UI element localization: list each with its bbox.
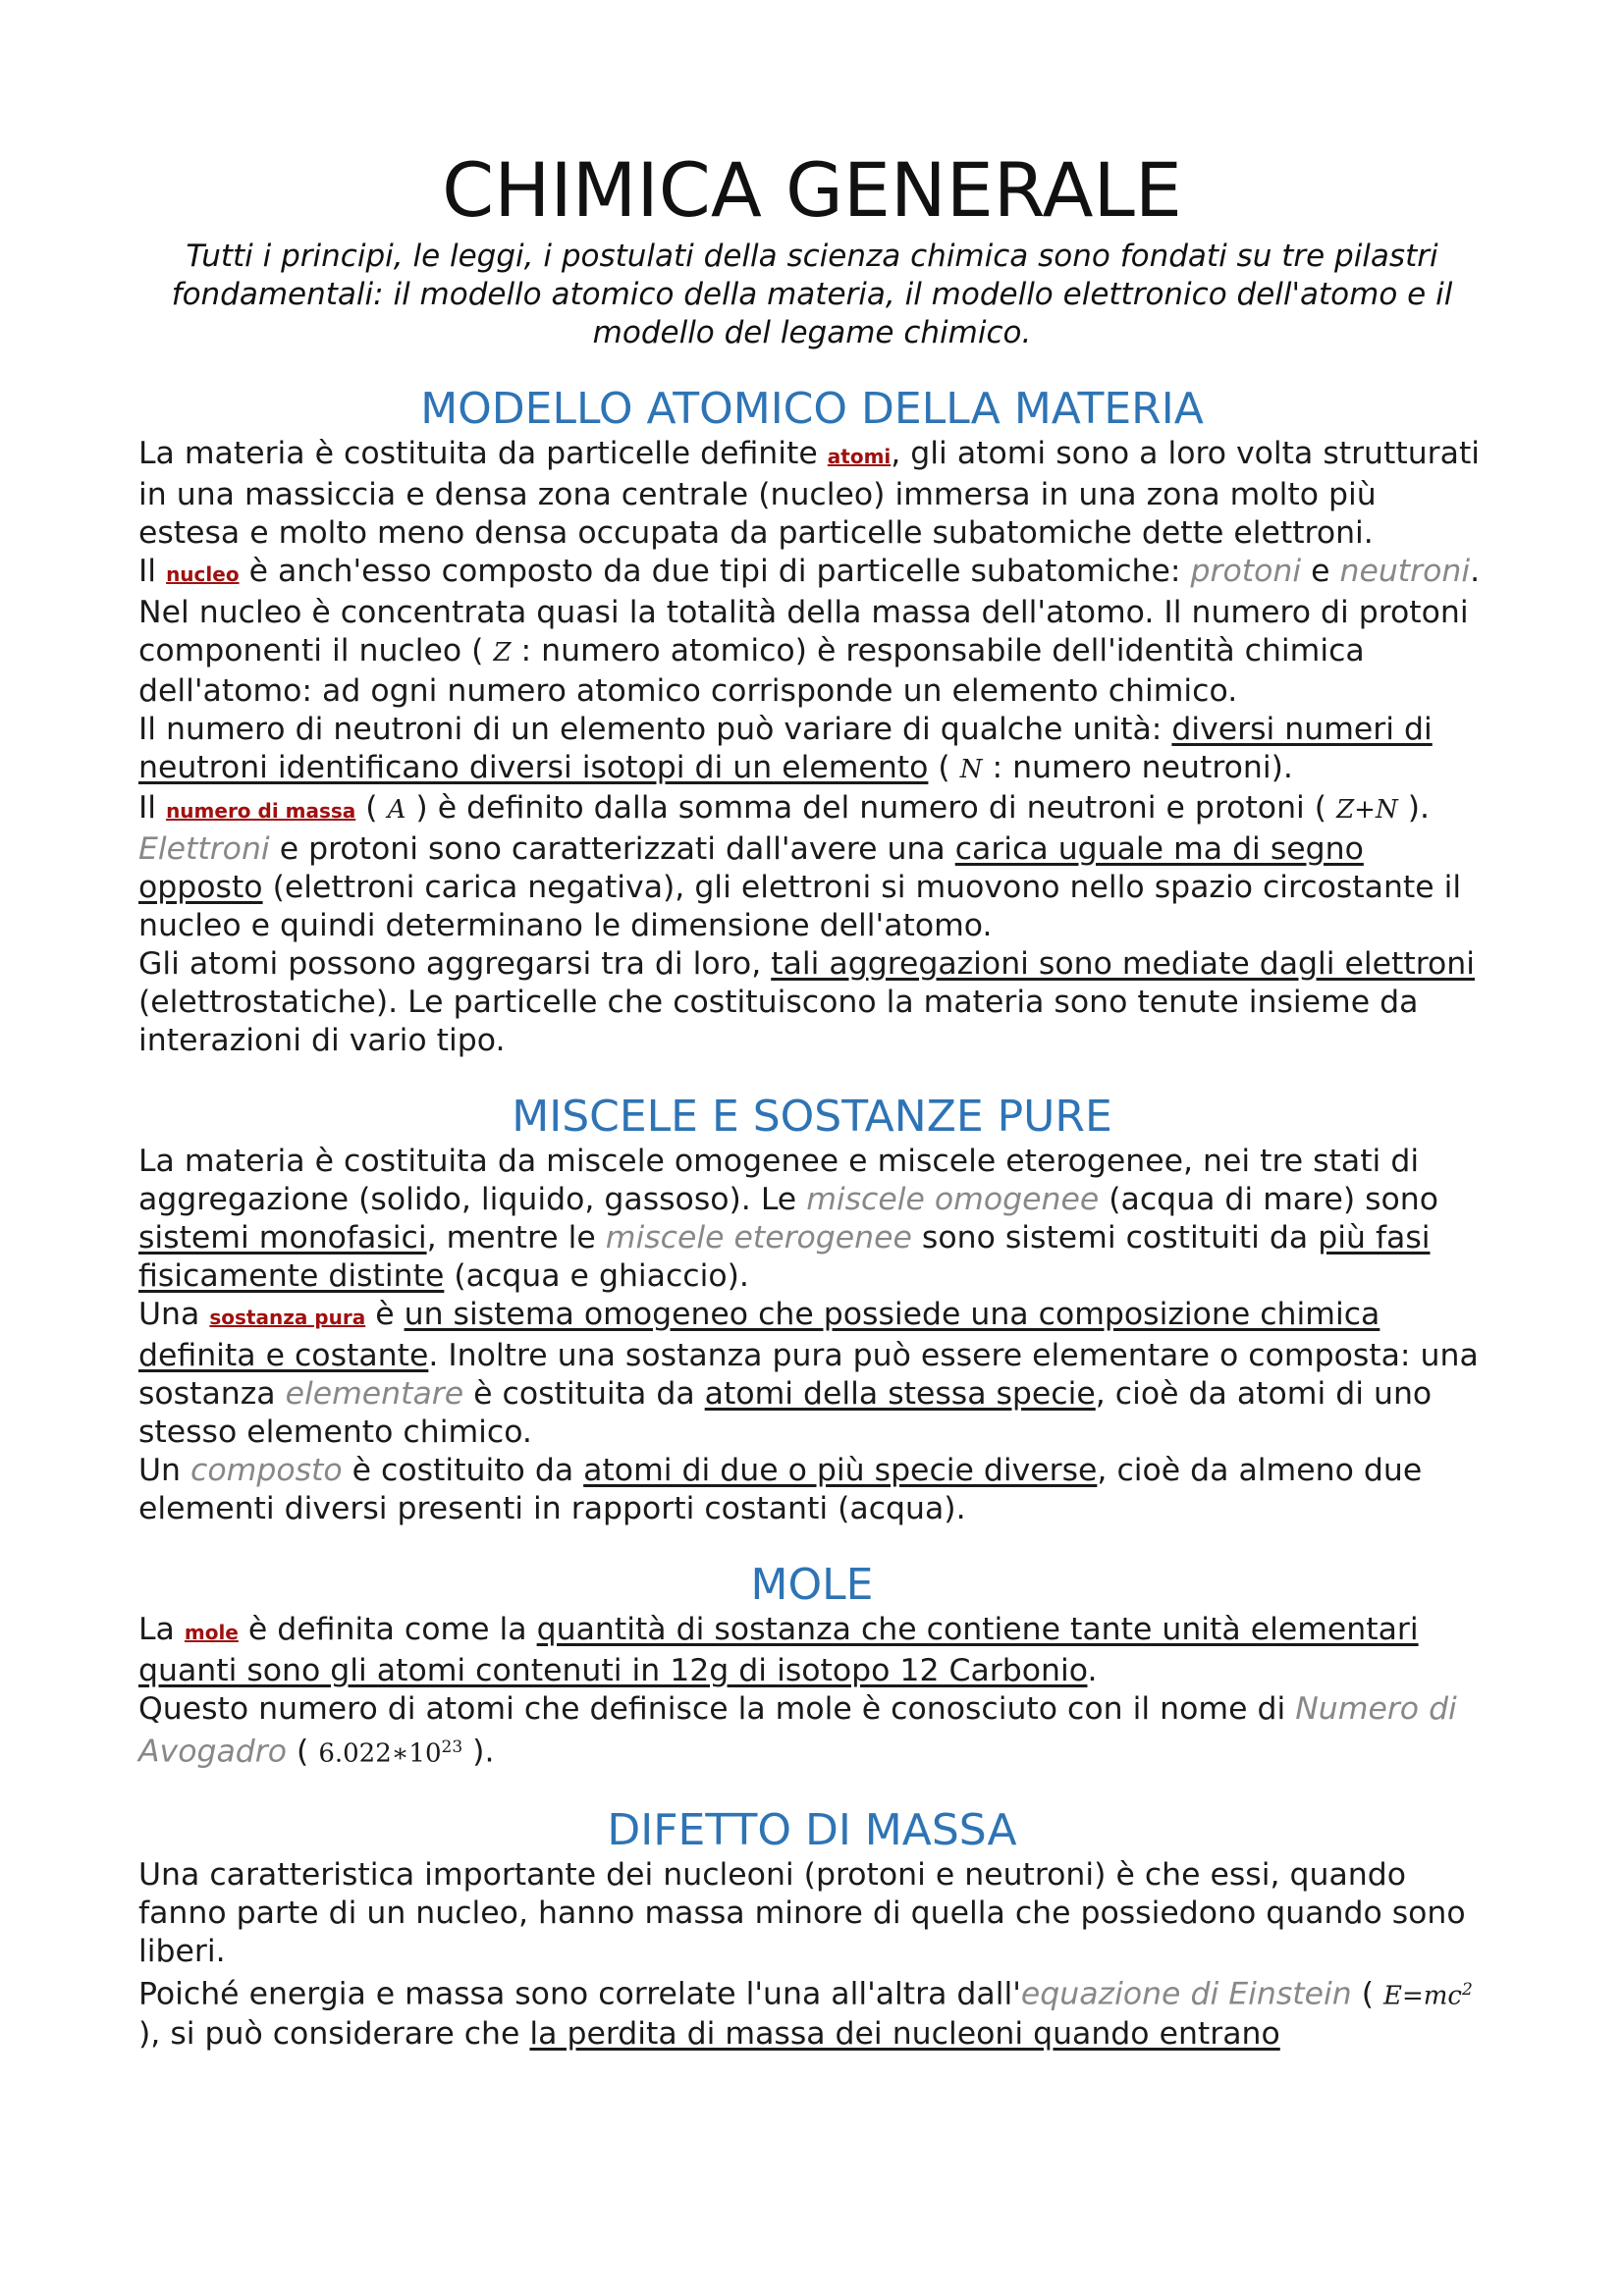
text: , cioè da almeno due elementi diversi presenti in rapporti costanti (acqua). <box>138 1453 1423 1526</box>
text: La materia è costituita da particelle definite <box>138 436 828 471</box>
text: è anch'esso composto da due tipi di particelle subatomiche: <box>239 554 1191 589</box>
paragraph <box>138 789 1486 830</box>
math-avogadro <box>318 1729 462 1774</box>
term-equazione-di-einstein: equazione di Einstein <box>1020 1976 1352 2012</box>
term-elettroni: Elettroni <box>138 831 270 867</box>
paragraph <box>138 711 1486 789</box>
math-n: N <box>959 755 983 784</box>
section-heading-difetto-di-massa: DIFETTO DI MASSA <box>607 1804 1017 1855</box>
text: Questo numero di atomi che definisce la mole è conosciuto con il nome di <box>138 1691 1296 1727</box>
text: (acqua di mare) sono <box>1099 1182 1439 1217</box>
section-miscele <box>138 1143 1486 1528</box>
paragraph <box>138 830 1486 945</box>
math-base: 6.022∗10 <box>318 1738 442 1769</box>
section-mole <box>138 1611 1486 1774</box>
text: : numero neutroni). <box>982 750 1293 785</box>
underlined-text: un sistema omogeneo che possiede una composizione chimica definita e costante <box>138 1297 1380 1373</box>
text: è <box>365 1297 405 1332</box>
underlined-text: più fasi fisicamente distinte <box>138 1220 1431 1294</box>
text: (elettroni carica negativa), gli elettroni si muovono nello spazio circostante il nucleo e quindi determinano le dimensione dell'atomo. <box>138 870 1462 943</box>
page-subtitle: Tutti i principi, le leggi, i postulati della scienza chimica sono fondati su tre pilastri fondamentali: il modello atomico della materia, il modello elettronico dell'atomo e il modello del legame chimico. <box>171 239 1453 350</box>
paragraph <box>138 1690 1486 1774</box>
underlined-text: diversi numeri di neutroni identificano diversi isotopi di un elemento <box>138 712 1433 785</box>
text: ). <box>462 1734 495 1770</box>
paragraph <box>138 435 1486 553</box>
paragraph <box>138 553 1486 711</box>
paragraph <box>138 1452 1486 1528</box>
underlined-text: carica uguale ma di segno opposto <box>138 831 1364 905</box>
underlined-text: la perdita di massa dei nucleoni quando entrano <box>529 2016 1280 2053</box>
text: Un <box>138 1453 191 1488</box>
math-exponent: 2 <box>1462 1979 1473 2000</box>
page-title: CHIMICA GENERALE <box>442 146 1182 234</box>
keyword-nucleo: nucleo <box>166 562 240 586</box>
text: è costituito da <box>342 1453 584 1488</box>
term-elementare: elementare <box>285 1376 464 1412</box>
text: Il <box>138 554 167 589</box>
text: (acqua e ghiaccio). <box>444 1258 749 1294</box>
text: è definita come la <box>238 1612 537 1647</box>
text: ), si può considerare che <box>138 2016 530 2053</box>
text: La <box>138 1612 185 1647</box>
keyword-sostanza-pura: sostanza pura <box>209 1306 366 1329</box>
text: ( <box>286 1734 319 1770</box>
text: e <box>1301 554 1340 589</box>
math-exponent: 23 <box>441 1737 463 1757</box>
text: ( <box>355 790 388 826</box>
paragraph <box>138 1143 1486 1296</box>
term-numero-di-avogadro: Numero di Avogadro <box>138 1691 1457 1770</box>
text: , cioè da atomi di uno stesso elemento chimico. <box>138 1376 1433 1450</box>
text: , gli atomi sono a loro volta strutturati in una massiccia e densa zona centrale (nucleo) immersa in una zona molto più estesa e molto meno densa occupata da particelle subatomiche dette elettroni. <box>138 436 1481 551</box>
section-modello-atomico <box>138 435 1486 1060</box>
section-heading-mole: MOLE <box>750 1560 874 1610</box>
paragraph <box>138 945 1486 1060</box>
text: . Inoltre una sostanza pura può essere elementare o composta: una sostanza <box>138 1338 1479 1412</box>
section-heading-miscele: MISCELE E SOSTANZE PURE <box>512 1092 1112 1142</box>
text: sono sistemi costituiti da <box>911 1220 1319 1255</box>
math-base: E=mc <box>1383 1981 1462 2011</box>
section-difetto-di-massa <box>138 1856 1486 2055</box>
math-z-plus-n: Z+N <box>1336 795 1398 825</box>
underlined-text: atomi di due o più specie diverse <box>583 1453 1098 1488</box>
section-heading-modello-atomico: MODELLO ATOMICO DELLA MATERIA <box>420 384 1204 434</box>
document-page <box>138 147 1486 2054</box>
text: Poiché energia e massa sono correlate l'una all'altra dall' <box>138 1976 1021 2012</box>
term-composto: composto <box>190 1453 343 1488</box>
text: Una <box>138 1297 210 1332</box>
paragraph: Una caratteristica importante dei nucleoni (protoni e neutroni) è che essi, quando fanno parte di un nucleo, hanno massa minore di quella che possiedono quando sono liberi. <box>138 1856 1466 1969</box>
underlined-text: tali aggregazioni sono mediate dagli elettroni <box>771 946 1475 982</box>
paragraph <box>138 1971 1486 2055</box>
math-a: A <box>387 795 406 825</box>
underlined-text: atomi della stessa specie <box>704 1376 1096 1412</box>
paragraph <box>138 1296 1486 1452</box>
text: Gli atomi possono aggregarsi tra di loro, <box>138 946 772 982</box>
text: , mentre le <box>426 1220 606 1255</box>
text: ) è definito dalla somma del numero di neutroni e protoni ( <box>406 790 1337 826</box>
text: . <box>1087 1653 1098 1688</box>
term-protoni: protoni <box>1190 554 1302 589</box>
text: : numero atomico) è responsabile dell'identità chimica dell'atomo: ad ogni numero atomico corrisponde un elemento chimico. <box>138 633 1365 709</box>
text: ( <box>928 750 960 785</box>
text: La materia è costituita da miscele omogenee e miscele eterogenee, nei tre stati di aggregazione (solido, liquido, gassoso). Le <box>138 1144 1420 1217</box>
text: e protoni sono caratterizzati dall'avere una <box>269 831 955 867</box>
term-miscele-eterogenee: miscele eterogenee <box>605 1220 912 1255</box>
keyword-numero-di-massa: numero di massa <box>166 799 356 823</box>
keyword-atomi: atomi <box>827 445 892 468</box>
math-z: Z <box>493 638 512 667</box>
text: ( <box>1351 1976 1384 2012</box>
underlined-text: quantità di sostanza che contiene tante unità elementari quanti sono gli atomi contenuti in 12g di isotopo 12 Carbonio <box>138 1612 1419 1688</box>
text: è costituita da <box>463 1376 705 1412</box>
text: . Nel nucleo è concentrata quasi la totalità della massa dell'atomo. Il numero di protoni componenti il nucleo ( <box>138 554 1481 668</box>
text: Il <box>138 790 167 826</box>
text: ). <box>1397 790 1431 826</box>
underlined-text: sistemi monofasici <box>138 1220 427 1255</box>
text: Il numero di neutroni di un elemento può variare di qualche unità: <box>138 712 1172 747</box>
keyword-mole: mole <box>184 1621 239 1644</box>
term-neutroni: neutroni <box>1339 554 1471 589</box>
paragraph <box>138 1611 1486 1690</box>
math-einstein <box>1383 1971 1473 2016</box>
term-miscele-omogenee: miscele omogenee <box>806 1182 1100 1217</box>
text: (elettrostatiche). Le particelle che costituiscono la materia sono tenute insieme da interazioni di vario tipo. <box>138 985 1419 1058</box>
